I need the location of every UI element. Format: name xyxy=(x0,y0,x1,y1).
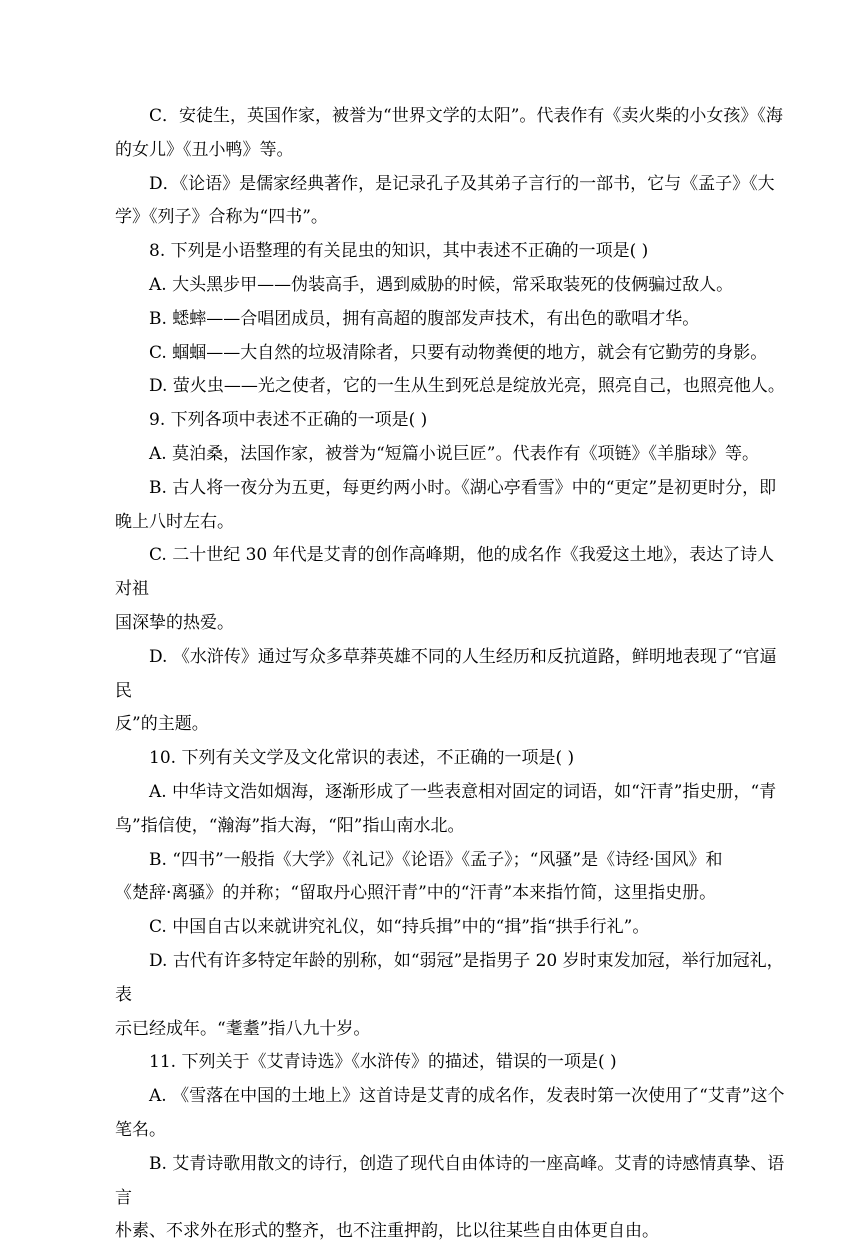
question-11-option-a: A. 《雪落在中国的土地上》这首诗是艾青的成名作，发表时第一次使用了“艾青”这个 xyxy=(149,1086,785,1107)
question-11-option-b: B. 艾青诗歌用散文的诗行，创造了现代自由体诗的一座高峰。艾青的诗感情真挚、语言 xyxy=(115,1153,785,1208)
question-9-option-a: A. 莫泊桑，法国作家，被誉为“短篇小说巨匠”。代表作有《项链》《羊脂球》等。 xyxy=(149,443,759,464)
question-8: 8. 下列是小语整理的有关昆虫的知识，其中表述不正确的一项是( ) xyxy=(149,241,649,262)
question-11-option-b-continuation: 朴素、不求外在形式的整齐，也不注重押韵，比以往某些自由体更自由。 xyxy=(115,1221,659,1242)
question-9-option-b-continuation: 晚上八时左右。 xyxy=(115,511,234,532)
option-c-line: C．安徒生，英国作家，被誉为“世界文学的太阳”。代表作有《卖火柴的小女孩》《海 xyxy=(149,106,783,126)
option-d-continuation: 学》《列子》合称为“四书”。 xyxy=(115,207,328,228)
question-8-option-a: A. 大头黑步甲——伪装高手，遇到威胁的时候，常采取装死的伎俩骗过敌人。 xyxy=(149,274,734,295)
question-10-option-d: D. 古代有许多特定年龄的别称，如“弱冠”是指男子 20 岁时束发加冠，举行加冠礼，表 xyxy=(115,950,784,1005)
document-body xyxy=(115,100,791,1249)
question-10-option-a-continuation: 鸟”指信使，“瀚海”指大海，“阳”指山南水北。 xyxy=(115,815,465,836)
question-11: 11. 下列关于《艾青诗选》《水浒传》的描述，错误的一项是( ) xyxy=(149,1052,617,1073)
question-10-option-a: A. 中华诗文浩如烟海，逐渐形成了一些表意相对固定的词语，如“汗青”指史册，“青 xyxy=(149,781,777,802)
question-10-option-b: B. “四书”一般指《大学》《礼记》《论语》《孟子》；“风骚”是《诗经·国风》和 xyxy=(149,849,723,870)
question-11-option-a-continuation: 笔名。 xyxy=(115,1119,166,1140)
question-8-option-d: D. 萤火虫——光之使者，它的一生从生到死总是绽放光亮，照亮自己，也照亮他人。 xyxy=(149,376,785,397)
question-9: 9. 下列各项中表述不正确的一项是( ) xyxy=(149,410,428,431)
question-10-option-d-continuation: 示已经成年。“耄耋”指八九十岁。 xyxy=(115,1018,371,1039)
option-d-line: D．《论语》是儒家经典著作，是记录孔子及其弟子言行的一部书，它与《孟子》《大 xyxy=(149,173,775,194)
question-10-option-b-continuation: 《楚辞·离骚》的并称；“留取丹心照汗青”中的“汗青”本来指竹简，这里指史册。 xyxy=(115,883,717,904)
option-c-continuation: 的女儿》《丑小鸭》等。 xyxy=(115,139,294,160)
question-9-option-b: B. 古人将一夜分为五更，每更约两小时。《湖心亭看雪》中的“更定”是初更时分，即 xyxy=(149,477,777,498)
question-10: 10. 下列有关文学及文化常识的表述，不正确的一项是( ) xyxy=(149,748,575,769)
question-10-option-c: C. 中国自古以来就讲究礼仪，如“持兵揖”中的“揖”指“拱手行礼”。 xyxy=(149,917,650,938)
question-9-option-c-continuation: 国深挚的热爱。 xyxy=(115,612,234,633)
question-9-option-c: C. 二十世纪 30 年代是艾青的创作高峰期，他的成名作《我爱这土地》，表达了诗人对祖 xyxy=(115,545,775,600)
question-8-option-c: C. 蝈蝈——大自然的垃圾清除者，只要有动物粪便的地方，就会有它勤劳的身影。 xyxy=(149,342,768,363)
question-8-option-b: B. 蟋蟀——合唱团成员，拥有高超的腹部发声技术，有出色的歌唱才华。 xyxy=(149,308,700,329)
question-9-option-d-continuation: 反”的主题。 xyxy=(115,714,209,735)
question-9-option-d: D. 《水浒传》通过写众多草莽英雄不同的人生经历和反抗道路，鲜明地表现了“官逼民 xyxy=(115,646,777,701)
